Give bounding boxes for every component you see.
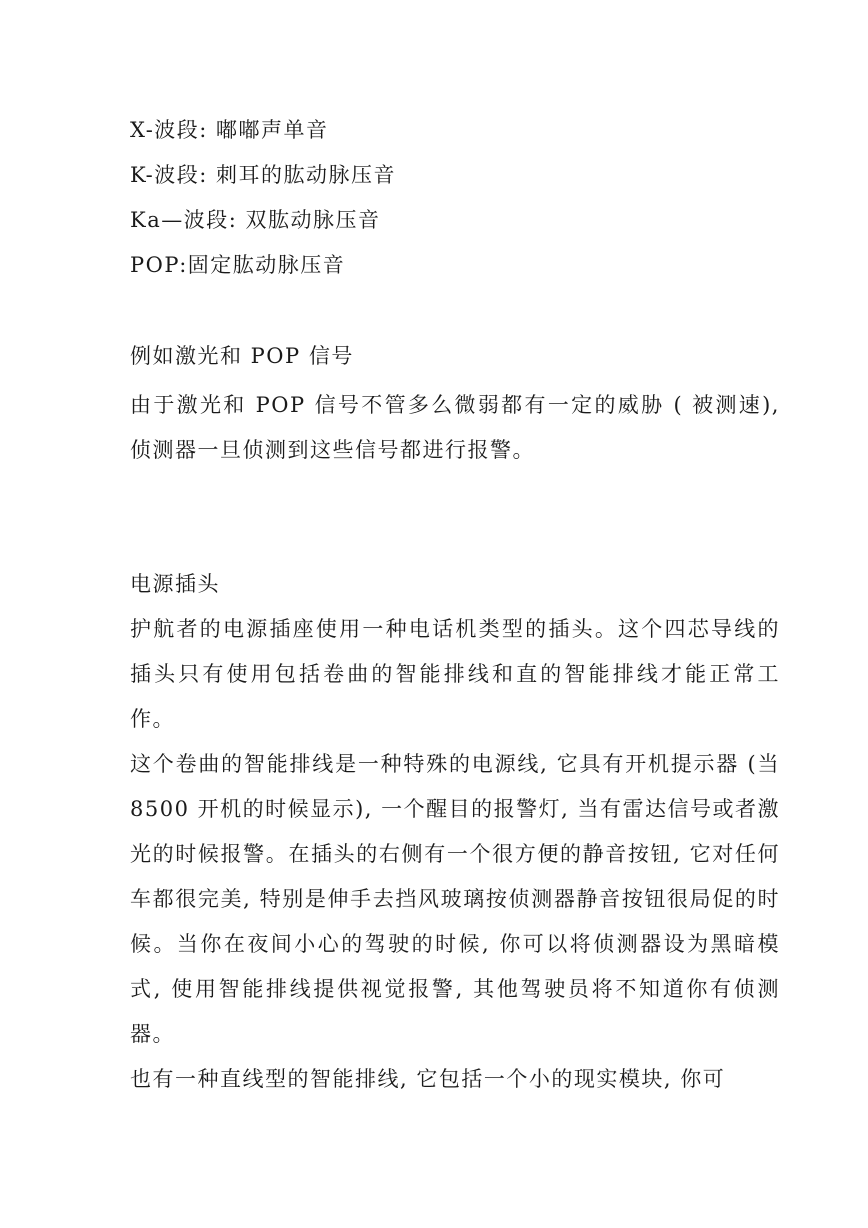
band-pop-line: POP:固定肱动脉压音: [130, 253, 346, 277]
power-heading: 电源插头: [130, 572, 220, 596]
power-paragraph-1: 护航者的电源插座使用一种电话机类型的插头。这个四芯导线的插头只有使用包括卷曲的智能排线和直的智能排线才能正常工作。: [130, 617, 780, 731]
power-paragraph-2: 这个卷曲的智能排线是一种特殊的电源线, 它具有开机提示器 (当 8500 开机的时候显示), 一个醒目的报警灯, 当有雷达信号或者激光的时候报警。在插头的右侧有一个很方便的静音按钮, 它对任何车都很完美, 特别是伸手去挡风玻璃按侦测器静音按钮很局促的时候。当你在夜间小心的驾驶的时候, 你可以将侦测器设为黑暗模式, 使用智能排线提供视觉报警, 其他驾驶员将不知道你有侦测器。: [130, 752, 781, 1046]
band-k-line: K-波段: 刺耳的肱动脉压音: [130, 163, 397, 187]
band-x-line: X-波段: 嘟嘟声单音: [130, 118, 329, 142]
band-ka-line: Ka—波段: 双肱动脉压音: [130, 208, 381, 232]
signal-body: 由于激光和 POP 信号不管多么微弱都有一定的威胁 ( 被测速), 侦测器一旦侦测到这些信号都进行报警。: [130, 393, 780, 462]
signal-heading: 例如激光和 POP 信号: [130, 344, 354, 368]
power-paragraph-3: 也有一种直线型的智能排线, 它包括一个小的现实模块, 你可: [130, 1067, 726, 1091]
